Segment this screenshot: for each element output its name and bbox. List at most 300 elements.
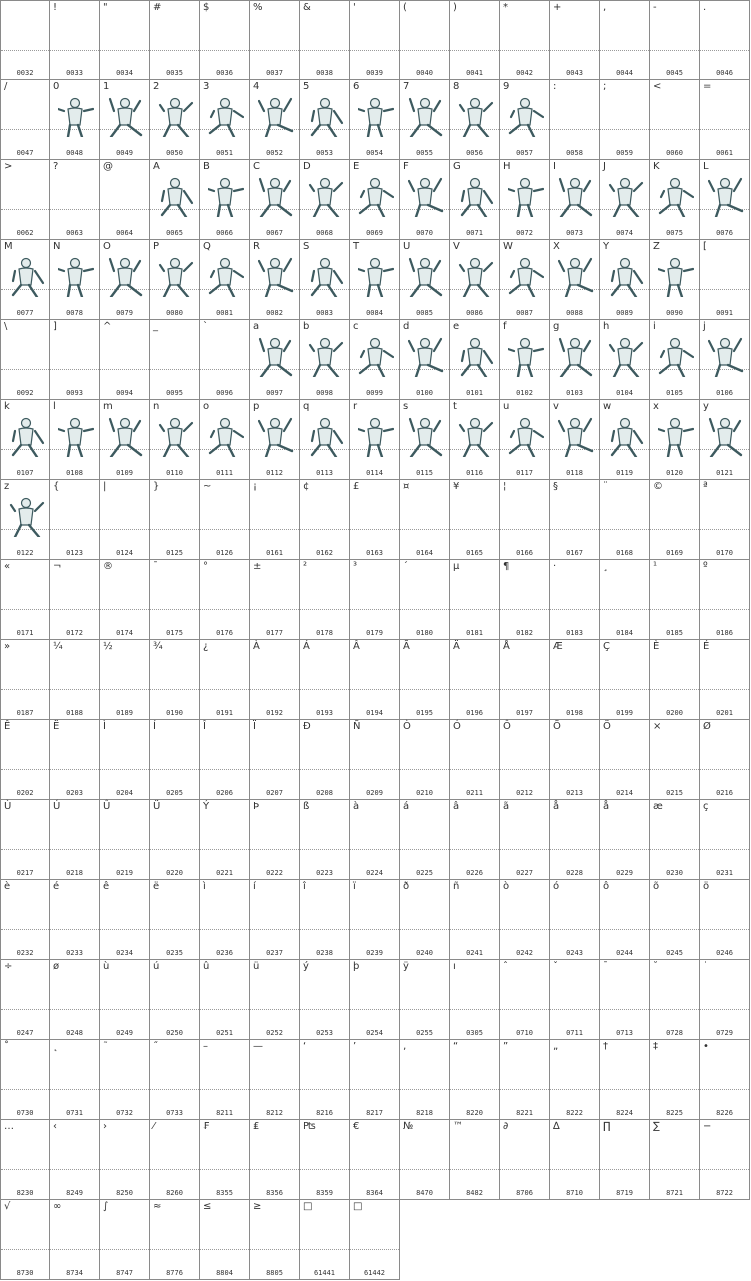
glyph-cell-8225[interactable] [650,1040,700,1120]
glyph-cell-0180[interactable] [400,560,450,640]
baseline-divider [500,609,549,610]
glyph-cell-0097[interactable] [250,320,300,400]
glyph-cell-8719[interactable] [600,1120,650,1200]
glyph-cell-0215[interactable] [650,720,700,800]
glyph-char: ∫ [103,1201,109,1212]
glyph-char: ₤ [253,1121,260,1132]
glyph-cell-0236[interactable] [200,880,250,960]
glyph-cell-8364[interactable] [350,1120,400,1200]
glyph-cell-0093[interactable] [50,320,100,400]
glyph-char: ú [153,961,160,972]
glyph-char: ~ [203,481,212,492]
glyph-cell-0049[interactable] [100,80,150,160]
glyph-cell-0037[interactable] [250,0,300,80]
char-code-label: 0255 [416,1029,433,1037]
glyph-cell-0218[interactable] [50,800,100,880]
glyph-cell-0092[interactable] [0,320,50,400]
glyph-cell-0179[interactable] [350,560,400,640]
glyph-char: ¼ [53,641,63,652]
glyph-cell-0036[interactable] [200,0,250,80]
glyph-cell-0124[interactable] [100,480,150,560]
glyph-cell-0246[interactable] [700,880,750,960]
glyph-cell-0733[interactable] [150,1040,200,1120]
glyph-cell-0234[interactable] [100,880,150,960]
baseline-divider [300,1249,349,1250]
glyph-cell-0190[interactable] [150,640,200,720]
glyph-cell-0710[interactable] [500,960,550,1040]
glyph-cell-0056[interactable] [450,80,500,160]
glyph-cell-0188[interactable] [50,640,100,720]
glyph-cell-8710[interactable] [550,1120,600,1200]
glyph-cell-0184[interactable] [600,560,650,640]
glyph-cell-0239[interactable] [350,880,400,960]
glyph-cell-0113[interactable] [300,400,350,480]
glyph-char: l [53,401,56,412]
glyph-char: d [403,321,410,332]
glyph-cell-0254[interactable] [350,960,400,1040]
char-code-label: 0190 [166,709,183,717]
glyph-cell-0075[interactable] [650,160,700,240]
glyph-cell-0118[interactable] [550,400,600,480]
glyph-cell-0058[interactable] [550,80,600,160]
glyph-cell-0198[interactable] [550,640,600,720]
glyph-cell-0214[interactable] [600,720,650,800]
glyph-char: ² [303,561,308,572]
glyph-cell-0205[interactable] [150,720,200,800]
glyph-cell-0121[interactable] [700,400,750,480]
glyph-cell-8470[interactable] [400,1120,450,1200]
glyph-cell-0212[interactable] [500,720,550,800]
glyph-cell-0032[interactable] [0,0,50,80]
char-code-label: 0240 [416,949,433,957]
glyph-cell-0241[interactable] [450,880,500,960]
baseline-divider [450,529,499,530]
char-code-label: 0083 [316,309,333,317]
char-code-label: 0086 [466,309,483,317]
glyph-cell-0047[interactable] [0,80,50,160]
glyph-cell-0100[interactable] [400,320,450,400]
glyph-cell-0048[interactable] [50,80,100,160]
glyph-cell-0084[interactable] [350,240,400,320]
glyph-cell-0054[interactable] [350,80,400,160]
char-code-label: 0191 [216,709,233,717]
glyph-cell-0042[interactable] [500,0,550,80]
glyph-cell-0177[interactable] [250,560,300,640]
glyph-cell-0174[interactable] [100,560,150,640]
glyph-cell-8804[interactable] [200,1200,250,1280]
glyph-cell-0252[interactable] [250,960,300,1040]
glyph-cell-0105[interactable] [650,320,700,400]
glyph-cell-0187[interactable] [0,640,50,720]
glyph-char: å [553,801,560,812]
glyph-char: Ã [403,641,410,652]
glyph-cell-8776[interactable] [150,1200,200,1280]
glyph-cell-8250[interactable] [100,1120,150,1200]
glyph-cell-8355[interactable] [200,1120,250,1200]
glyph-cell-0053[interactable] [300,80,350,160]
char-code-label: 0056 [466,149,483,157]
glyph-cell-0125[interactable] [150,480,200,560]
glyph-cell-0249[interactable] [100,960,150,1040]
glyph-cell-0189[interactable] [100,640,150,720]
glyph-cell-0730[interactable] [0,1040,50,1120]
glyph-cell-8226[interactable] [700,1040,750,1120]
glyph-cell-0109[interactable] [100,400,150,480]
glyph-cell-0172[interactable] [50,560,100,640]
glyph-cell-0081[interactable] [200,240,250,320]
glyph-char: ô [603,881,610,892]
glyph-char: Þ [253,801,260,812]
glyph-cell-0230[interactable] [650,800,700,880]
glyph-cell-0186[interactable] [700,560,750,640]
baseline-divider [200,609,249,610]
glyph-cell-0171[interactable] [0,560,50,640]
glyph-cell-0161[interactable] [250,480,300,560]
baseline-divider [200,849,249,850]
baseline-divider [100,689,149,690]
glyph-cell-8356[interactable] [250,1120,300,1200]
glyph-cell-8216[interactable] [300,1040,350,1120]
char-code-label: 0233 [66,949,83,957]
glyph-cell-0247[interactable] [0,960,50,1040]
baseline-divider [350,529,399,530]
glyph-cell-0166[interactable] [500,480,550,560]
glyph-cell-0237[interactable] [250,880,300,960]
char-code-label: 8217 [366,1109,383,1117]
glyph-cell-0196[interactable] [450,640,500,720]
glyph-cell-0074[interactable] [600,160,650,240]
glyph-cell-0089[interactable] [600,240,650,320]
glyph-cell-0183[interactable] [550,560,600,640]
glyph-char: ñ [453,881,460,892]
glyph-cell-0713[interactable] [600,960,650,1040]
char-code-label: 0106 [716,389,733,397]
glyph-cell-0040[interactable] [400,0,450,80]
glyph-cell-0035[interactable] [150,0,200,80]
glyph-cell-0062[interactable] [0,160,50,240]
glyph-cell-0039[interactable] [350,0,400,80]
char-code-label: 0055 [416,149,433,157]
char-code-label: 0090 [666,309,683,317]
glyph-cell-0217[interactable] [0,800,50,880]
glyph-cell-0051[interactable] [200,80,250,160]
glyph-cell-0072[interactable] [500,160,550,240]
glyph-cell-0126[interactable] [200,480,250,560]
glyph-cell-0090[interactable] [650,240,700,320]
glyph-cell-0209[interactable] [350,720,400,800]
glyph-cell-0052[interactable] [250,80,300,160]
glyph-cell-0167[interactable] [550,480,600,560]
glyph-cell-0046[interactable] [700,0,750,80]
glyph-cell-0101[interactable] [450,320,500,400]
glyph-cell-0253[interactable] [300,960,350,1040]
glyph-cell-0731[interactable] [50,1040,100,1120]
glyph-cell-0175[interactable] [150,560,200,640]
glyph-cell-0226[interactable] [450,800,500,880]
char-code-label: 8747 [116,1269,133,1277]
glyph-cell-0243[interactable] [550,880,600,960]
glyph-char: 4 [253,81,260,92]
glyph-cell-8722[interactable] [700,1120,750,1200]
baseline-divider [250,609,299,610]
glyph-cell-0099[interactable] [350,320,400,400]
glyph-cell-0122[interactable] [0,480,50,560]
glyph-cell-0224[interactable] [350,800,400,880]
glyph-cell-0221[interactable] [200,800,250,880]
glyph-cell-0194[interactable] [350,640,400,720]
glyph-cell-0088[interactable] [550,240,600,320]
glyph-cell-0227[interactable] [500,800,550,880]
glyph-cell-0086[interactable] [450,240,500,320]
baseline-divider [250,1009,299,1010]
glyph-cell-8221[interactable] [500,1040,550,1120]
baseline-divider [400,1009,449,1010]
glyph-cell-0107[interactable] [0,400,50,480]
glyph-cell-61441[interactable] [300,1200,350,1280]
glyph-cell-0082[interactable] [250,240,300,320]
glyph-cell-0057[interactable] [500,80,550,160]
glyph-cell-0045[interactable] [650,0,700,80]
glyph-cell-0162[interactable] [300,480,350,560]
glyph-cell-0079[interactable] [100,240,150,320]
glyph-cell-0197[interactable] [500,640,550,720]
glyph-cell-0059[interactable] [600,80,650,160]
glyph-cell-0232[interactable] [0,880,50,960]
glyph-cell-8222[interactable] [550,1040,600,1120]
char-code-label: 8211 [216,1109,233,1117]
glyph-cell-0185[interactable] [650,560,700,640]
char-code-label: 0211 [466,789,483,797]
baseline-divider [300,769,349,770]
baseline-divider [400,50,449,51]
glyph-cell-0176[interactable] [200,560,250,640]
glyph-char: f [503,321,507,332]
baseline-divider [450,689,499,690]
glyph-cell-0061[interactable] [700,80,750,160]
glyph-cell-0096[interactable] [200,320,250,400]
baseline-divider [250,50,299,51]
char-code-label: 0212 [516,789,533,797]
glyph-cell-8224[interactable] [600,1040,650,1120]
glyph-cell-0201[interactable] [700,640,750,720]
glyph-cell-0202[interactable] [0,720,50,800]
glyph-cell-0070[interactable] [400,160,450,240]
char-code-label: 8734 [66,1269,83,1277]
glyph-cell-0164[interactable] [400,480,450,560]
glyph-cell-0115[interactable] [400,400,450,480]
glyph-cell-0168[interactable] [600,480,650,560]
glyph-cell-0711[interactable] [550,960,600,1040]
glyph-cell-0225[interactable] [400,800,450,880]
glyph-cell-8747[interactable] [100,1200,150,1280]
glyph-cell-0242[interactable] [500,880,550,960]
glyph-cell-0063[interactable] [50,160,100,240]
glyph-cell-0728[interactable] [650,960,700,1040]
glyph-cell-8805[interactable] [250,1200,300,1280]
glyph-cell-8482[interactable] [450,1120,500,1200]
glyph-cell-0233[interactable] [50,880,100,960]
baseline-divider [50,769,99,770]
glyph-cell-0078[interactable] [50,240,100,320]
glyph-cell-0060[interactable] [650,80,700,160]
glyph-cell-0112[interactable] [250,400,300,480]
glyph-cell-0094[interactable] [100,320,150,400]
glyph-cell-8706[interactable] [500,1120,550,1200]
glyph-cell-0193[interactable] [300,640,350,720]
glyph-cell-0033[interactable] [50,0,100,80]
glyph-cell-0222[interactable] [250,800,300,880]
glyph-cell-0041[interactable] [450,0,500,80]
glyph-cell-0080[interactable] [150,240,200,320]
baseline-divider [300,1089,349,1090]
glyph-cell-0034[interactable] [100,0,150,80]
glyph-cell-0073[interactable] [550,160,600,240]
glyph-char: … [4,1121,14,1132]
glyph-cell-0206[interactable] [200,720,250,800]
glyph-cell-0050[interactable] [150,80,200,160]
glyph-cell-0191[interactable] [200,640,250,720]
glyph-cell-0182[interactable] [500,560,550,640]
glyph-cell-8734[interactable] [50,1200,100,1280]
glyph-cell-0043[interactable] [550,0,600,80]
glyph-cell-0200[interactable] [650,640,700,720]
glyph-cell-0228[interactable] [550,800,600,880]
glyph-cell-0238[interactable] [300,880,350,960]
char-code-label: 0041 [466,69,483,77]
glyph-cell-0732[interactable] [100,1040,150,1120]
glyph-cell-0223[interactable] [300,800,350,880]
glyph-cell-8212[interactable] [250,1040,300,1120]
char-code-label: 0225 [416,869,433,877]
glyph-cell-0207[interactable] [250,720,300,800]
char-code-label: 0101 [466,389,483,397]
glyph-cell-0163[interactable] [350,480,400,560]
baseline-divider [650,50,699,51]
char-code-label: 8482 [466,1189,483,1197]
glyph-cell-0091[interactable] [700,240,750,320]
glyph-cell-0102[interactable] [500,320,550,400]
glyph-cell-0199[interactable] [600,640,650,720]
glyph-cell-0104[interactable] [600,320,650,400]
glyph-cell-0038[interactable] [300,0,350,80]
glyph-cell-8260[interactable] [150,1120,200,1200]
glyph-cell-0251[interactable] [200,960,250,1040]
glyph-cell-0204[interactable] [100,720,150,800]
glyph-cell-0245[interactable] [650,880,700,960]
glyph-cell-0119[interactable] [600,400,650,480]
glyph-cell-0729[interactable] [700,960,750,1040]
glyph-cell-0169[interactable] [650,480,700,560]
char-code-label: 0204 [116,789,133,797]
glyph-cell-0213[interactable] [550,720,600,800]
glyph-cell-8218[interactable] [400,1040,450,1120]
glyph-cell-0231[interactable] [700,800,750,880]
glyph-cell-0123[interactable] [50,480,100,560]
glyph-cell-0305[interactable] [450,960,500,1040]
glyph-cell-0087[interactable] [500,240,550,320]
glyph-cell-0111[interactable] [200,400,250,480]
glyph-cell-8730[interactable] [0,1200,50,1280]
glyph-cell-0219[interactable] [100,800,150,880]
glyph-cell-0066[interactable] [200,160,250,240]
glyph-char: ˛ [53,1041,58,1052]
glyph-cell-0192[interactable] [250,640,300,720]
glyph-cell-0067[interactable] [250,160,300,240]
glyph-cell-0071[interactable] [450,160,500,240]
glyph-cell-0229[interactable] [600,800,650,880]
glyph-cell-0106[interactable] [700,320,750,400]
glyph-cell-61442[interactable] [350,1200,400,1280]
glyph-cell-0120[interactable] [650,400,700,480]
glyph-cell-0117[interactable] [500,400,550,480]
glyph-cell-8249[interactable] [50,1120,100,1200]
glyph-cell-0235[interactable] [150,880,200,960]
glyph-cell-0076[interactable] [700,160,750,240]
glyph-char: ˝ [153,1041,158,1052]
char-code-label: 0061 [716,149,733,157]
glyph-cell-8721[interactable] [650,1120,700,1200]
glyph-cell-0248[interactable] [50,960,100,1040]
glyph-cell-0211[interactable] [450,720,500,800]
glyph-cell-0085[interactable] [400,240,450,320]
glyph-cell-0244[interactable] [600,880,650,960]
glyph-cell-0208[interactable] [300,720,350,800]
glyph-cell-0098[interactable] [300,320,350,400]
glyph-cell-0095[interactable] [150,320,200,400]
glyph-char: ? [53,161,59,172]
glyph-cell-0220[interactable] [150,800,200,880]
glyph-cell-0055[interactable] [400,80,450,160]
glyph-cell-8211[interactable] [200,1040,250,1120]
glyph-cell-0108[interactable] [50,400,100,480]
char-code-label: 0064 [116,229,133,237]
glyph-cell-0069[interactable] [350,160,400,240]
glyph-cell-0203[interactable] [50,720,100,800]
glyph-cell-8230[interactable] [0,1120,50,1200]
glyph-cell-0044[interactable] [600,0,650,80]
glyph-cell-0114[interactable] [350,400,400,480]
baseline-divider [400,689,449,690]
glyph-cell-0250[interactable] [150,960,200,1040]
glyph-cell-0210[interactable] [400,720,450,800]
glyph-cell-0083[interactable] [300,240,350,320]
glyph-cell-0077[interactable] [0,240,50,320]
glyph-cell-0240[interactable] [400,880,450,960]
glyph-char: Î [203,721,206,732]
glyph-cell-8220[interactable] [450,1040,500,1120]
glyph-cell-8217[interactable] [350,1040,400,1120]
glyph-cell-0170[interactable] [700,480,750,560]
baseline-divider [600,50,649,51]
glyph-char: £ [353,481,360,492]
baseline-divider [50,1089,99,1090]
glyph-cell-0103[interactable] [550,320,600,400]
glyph-cell-0116[interactable] [450,400,500,480]
glyph-cell-0068[interactable] [300,160,350,240]
glyph-cell-0181[interactable] [450,560,500,640]
glyph-cell-0065[interactable] [150,160,200,240]
char-code-label: 0213 [566,789,583,797]
glyph-cell-0255[interactable] [400,960,450,1040]
glyph-cell-0165[interactable] [450,480,500,560]
glyph-cell-0064[interactable] [100,160,150,240]
glyph-cell-0216[interactable] [700,720,750,800]
glyph-cell-8359[interactable] [300,1120,350,1200]
glyph-cell-0195[interactable] [400,640,450,720]
glyph-cell-0110[interactable] [150,400,200,480]
glyph-cell-0178[interactable] [300,560,350,640]
glyph-char: ß [303,801,310,812]
